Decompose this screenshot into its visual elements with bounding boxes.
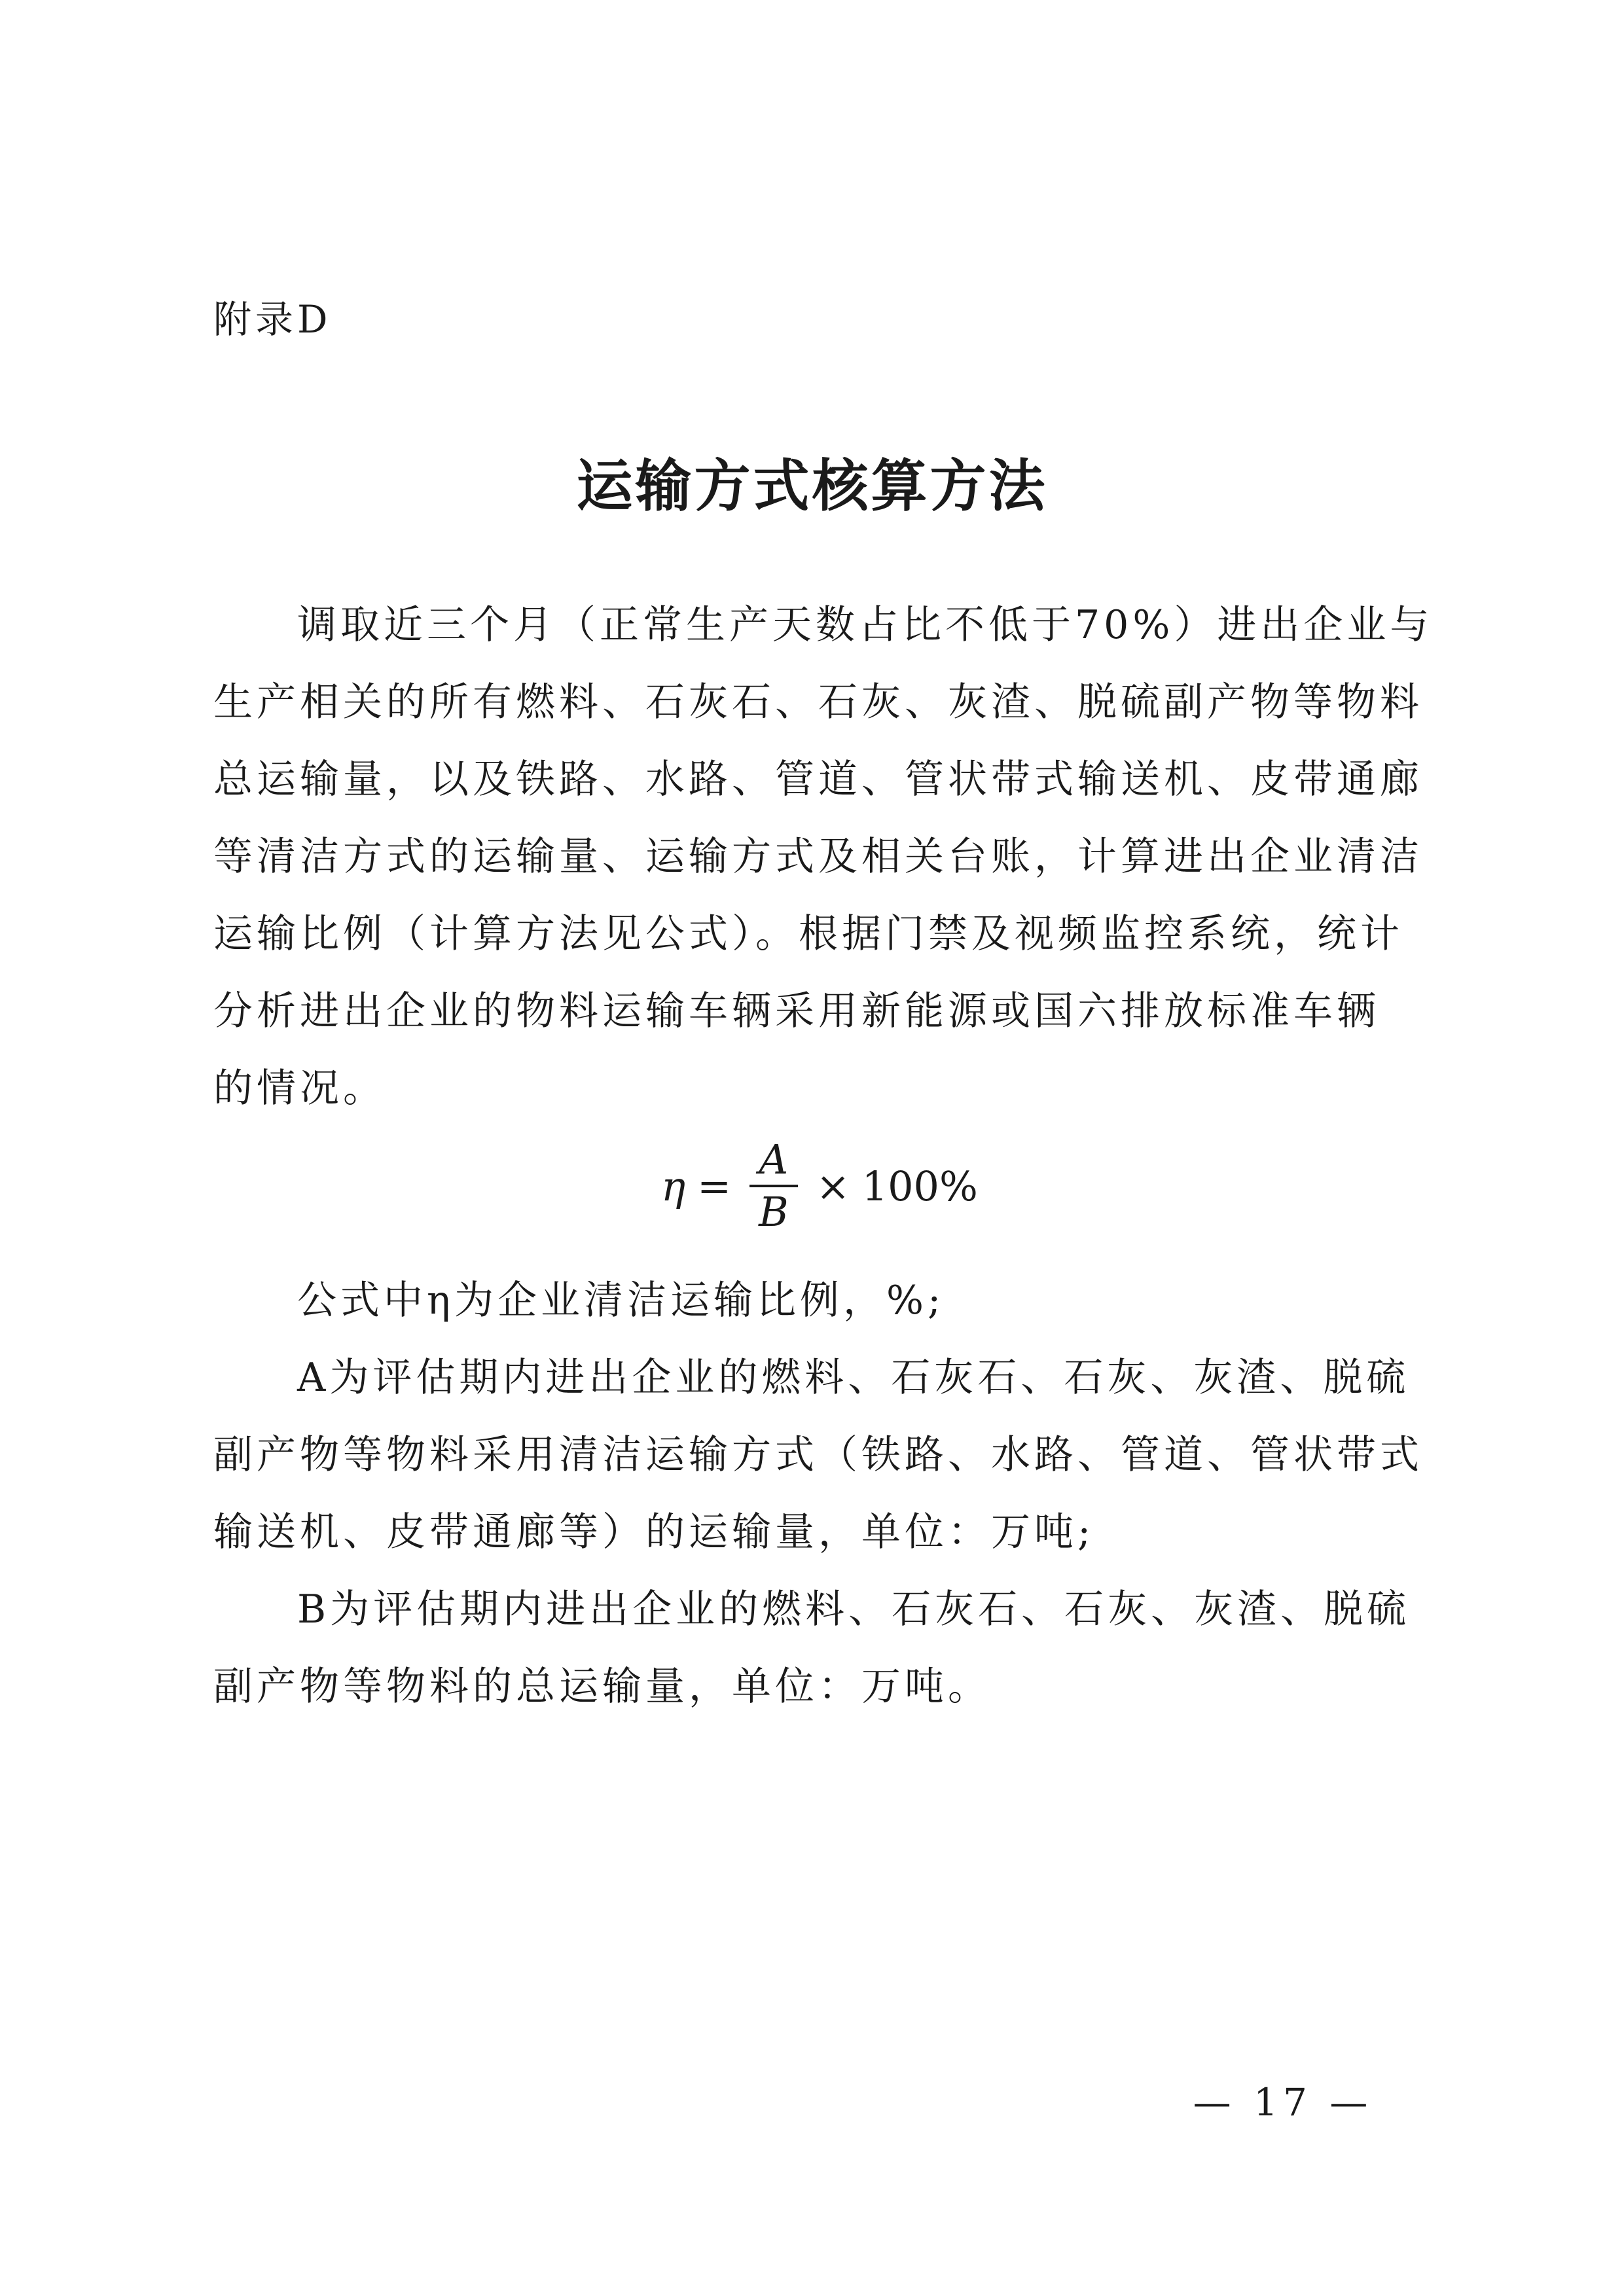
definition-b-line: B为评估期内进出企业的燃料、石灰石、石灰、灰渣、脱硫 xyxy=(297,1587,1411,1632)
page-title: 运输方式核算方法 xyxy=(576,453,1048,519)
formula-denominator: B xyxy=(759,1188,789,1236)
formula-eta: η xyxy=(661,1162,686,1210)
formula-numerator: A xyxy=(759,1136,789,1183)
formula-percent: 100% xyxy=(861,1162,978,1210)
intro-paragraph xyxy=(213,586,1434,1127)
page-number: — 17 — xyxy=(1193,2080,1373,2125)
paragraph-line: 生产相关的所有燃料、石灰石、石灰、灰渣、脱硫副产物等物料 xyxy=(213,679,1423,725)
paragraph-line: 等清洁方式的运输量、运输方式及相关台账，计算进出企业清洁 xyxy=(213,834,1423,880)
definitions-block xyxy=(213,1262,1423,1725)
formula-equals: = xyxy=(697,1162,732,1210)
formula-times: × xyxy=(816,1162,850,1210)
paragraph-line: 调取近三个月（正常生产天数占比不低于70%）进出企业与 xyxy=(297,602,1434,648)
definition-b-line: 副产物等物料的总运输量，单位：万吨。 xyxy=(213,1664,991,1710)
clean-transport-formula xyxy=(661,1127,978,1245)
paragraph-line: 分析进出企业的物料运输车辆采用新能源或国六排放标准车辆 xyxy=(213,988,1380,1034)
formula-fraction xyxy=(749,1135,798,1237)
paragraph-line: 运输比例（计算方法见公式）。根据门禁及视频监控系统，统计 xyxy=(213,911,1403,957)
paragraph-line: 总运输量，以及铁路、水路、管道、管状带式输送机、皮带通廊 xyxy=(213,757,1423,802)
definition-eta: 公式中η为企业清洁运输比例，%; xyxy=(297,1278,945,1323)
definition-a-line: A为评估期内进出企业的燃料、石灰石、石灰、灰渣、脱硫 xyxy=(297,1355,1410,1401)
appendix-label: 附录D xyxy=(213,297,332,342)
definition-a-line: 输送机、皮带通廊等）的运输量，单位：万吨; xyxy=(213,1509,1095,1555)
paragraph-line: 的情况。 xyxy=(213,1066,386,1111)
definition-a-line: 副产物等物料采用清洁运输方式（铁路、水路、管道、管状带式 xyxy=(213,1432,1423,1478)
